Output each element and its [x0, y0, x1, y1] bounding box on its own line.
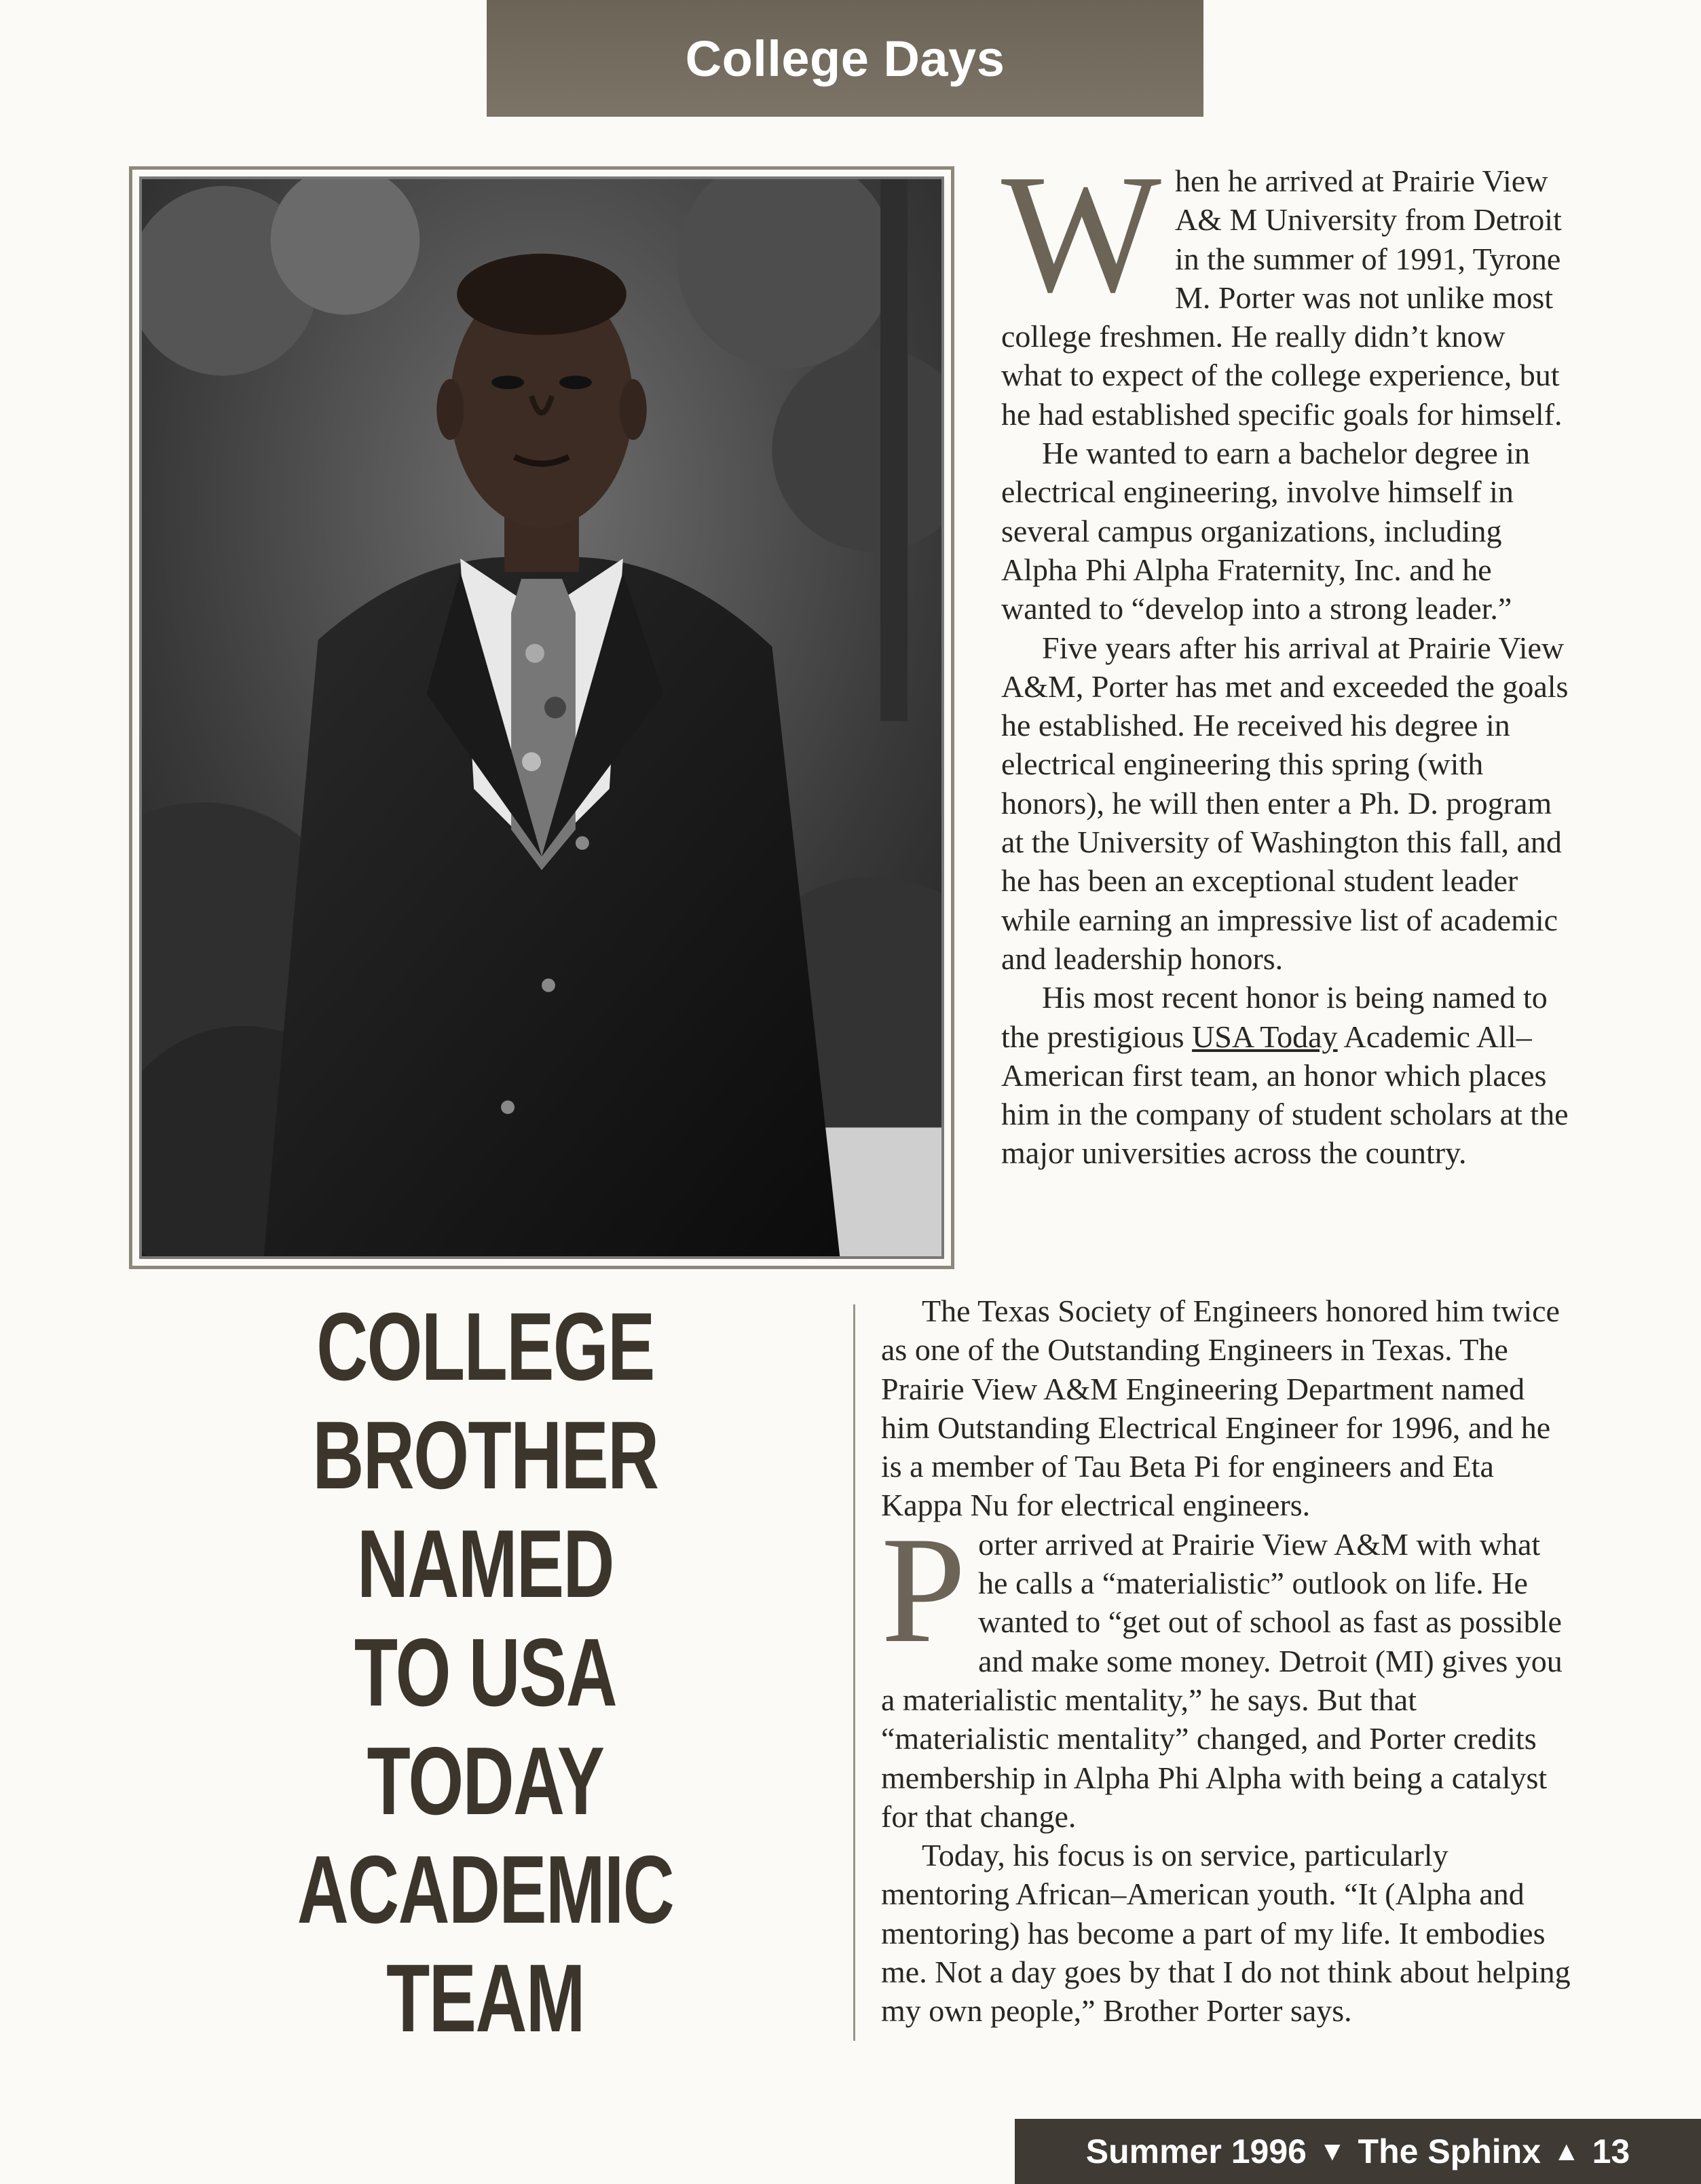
- article-paragraph: [1001, 140, 1571, 434]
- paragraph-text: His most recent honor is being named to the prestigious: [1001, 980, 1548, 1054]
- photo-frame: [129, 166, 954, 1269]
- headline-line: COLLEGE: [316, 1293, 654, 1401]
- headline-line: TO USA: [354, 1619, 617, 1727]
- article-paragraph: He wanted to earn a bachelor degree in electrical engineering, involve himself in several campus organizations, including Alpha Phi Alpha Fraternity, Inc. and he wanted to “develop into a strong leader.”: [1001, 436, 1531, 626]
- headline-line: TODAY: [367, 1727, 604, 1835]
- article-paragraph: Today, his focus is on service, particularly mentoring African–American youth. “It (Alpha and mentoring) has become a part of my life. It embodies me. Not a day goes by that I do not think about helping my own people,” Brother Porter says.: [881, 1838, 1571, 2029]
- issue-date: Summer 1996: [1085, 2132, 1307, 2170]
- publication-title: The Sphinx: [1358, 2132, 1541, 2170]
- section-title: College Days: [685, 30, 1005, 87]
- triangle-up-icon: ▲: [1553, 2136, 1580, 2166]
- paragraph-text: hen he arrived at Prairie View A& M University from Detroit in the summer of 1991, Tyrone M. Porter was not unlike most college freshmen. He really didn’t know what to expect of the college experience, but he had established specific goals for himself.: [1001, 164, 1563, 432]
- paragraph-text: orter arrived at Prairie View A&M with what he calls a “materialistic” outlook on life. He wanted to “get out of school as fast as possible and make some money. Detroit (MI) gives you a materialistic mentality,” he says. But that “materialistic mentality” changed, and Porter credits membership in Alpha Phi Alpha with being a catalyst for that change.: [881, 1526, 1563, 1834]
- portrait-photo: [139, 176, 944, 1259]
- article-paragraph: [881, 1504, 1573, 1836]
- portrait-photo-illustration: [142, 179, 941, 1256]
- headline-line: NAMED: [357, 1510, 614, 1618]
- article-headline: [277, 1293, 694, 2053]
- article-column-top: [1001, 140, 1571, 1173]
- headline-line: TEAM: [386, 1944, 584, 2052]
- article-column-bottom: [881, 1292, 1573, 2031]
- headline-line: ACADEMIC: [297, 1836, 674, 1944]
- article-paragraph: [1001, 978, 1571, 1172]
- page-footer: [1015, 2119, 1701, 2184]
- column-divider: [853, 1304, 855, 2041]
- page-number: 13: [1592, 2132, 1630, 2170]
- article-paragraph: Five years after his arrival at Prairie View A&M, Porter has met and exceeded the goals he established. He received his degree in electrical engineering this spring (with honors), he will then enter a Ph. D. program at the University of Washington this fall, and he has been an exceptional student leader while earning an impressive list of academic and leadership honors.: [1001, 630, 1569, 976]
- paragraph-text: Academic All–American first team, an honor which places him in the company of student scholars at the major universities across the country.: [1001, 1019, 1569, 1171]
- headline-line: BROTHER: [312, 1401, 658, 1509]
- drop-cap: W: [1001, 140, 1161, 328]
- drop-cap: P: [881, 1504, 967, 1674]
- article-paragraph: The Texas Society of Engineers honored him twice as one of the Outstanding Engineers in Texas. The Prairie View A&M Engineering Department named him Outstanding Electrical Engineer for 1996, and he is a member of Tau Beta Pi for engineers and Eta Kappa Nu for electrical engineers.: [881, 1294, 1560, 1523]
- triangle-down-icon: ▼: [1318, 2136, 1346, 2166]
- publication-name: USA Today: [1192, 1019, 1338, 1054]
- section-header: [487, 0, 1203, 117]
